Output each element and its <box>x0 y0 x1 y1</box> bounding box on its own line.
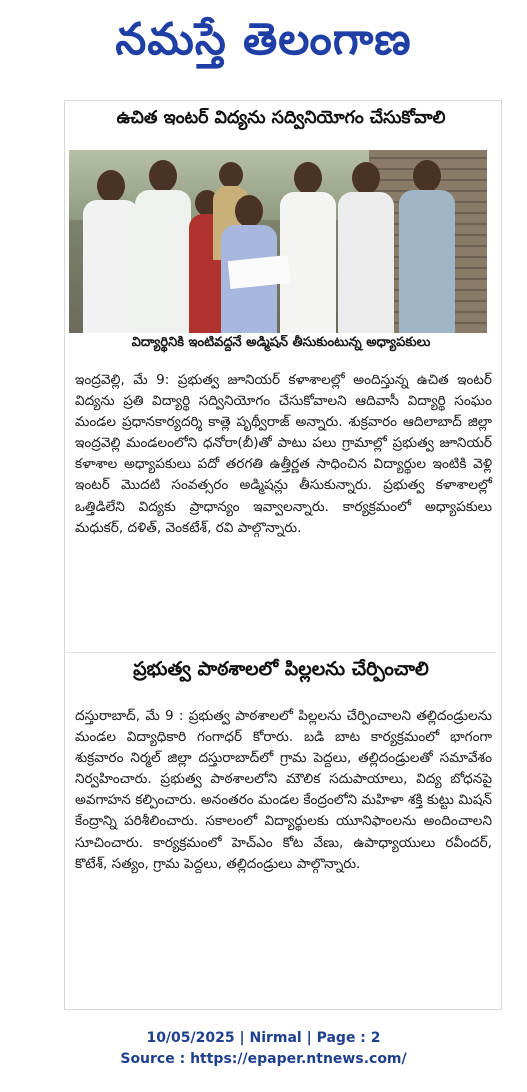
news-photo <box>69 150 487 333</box>
story1-text: ఇంద్రవెల్లి, మే 9: ప్రభుత్వ జూనియర్ కళాశాలల్లో అందిస్తున్న ఉచిత ఇంటర్ విద్యను ప్రతి విద్యార్థి సద్వినియోగం చేసుకోవాలని ఆదివాసీ విద్యార్థి సంఘం మండల ప్రధానకార్యదర్శి కాత్లె పృథ్వీరాజ్ అన్నారు. శుక్రవారం ఆదిలాబాద్ జిల్లా ఇంద్రవెల్లి మండలంలోని ధనోరా(బీ)తో పాటు పలు గ్రామాల్లో ప్రభుత్వ జూనియర్ కళాశాల అధ్యాపకులు పదో తరగతి ఉత్తీర్ణత సాధించిన విద్యార్థుల ఇంటికి వెళ్లి ఇంటర్ మొదటి సంవత్సరం అడ్మిషన్లు తీసుకున్నారు. ప్రభుత్వ కళాశాలల్లో ఒత్తిడిలేని విద్యకు ప్రాధాన్యం ఇవ్వాలన్నారు. కార్యక్రమంలో అధ్యాపకులు మధుకర్, దళిత్, వెంకటేశ్, రవి పాల్గొన్నారు. <box>75 372 492 536</box>
masthead <box>0 0 527 90</box>
story-separator <box>66 652 496 653</box>
photo-caption: విద్యార్థినికి ఇంటివద్దనే అడ్మిషన్ తీసుకుంటున్న అధ్యాపకులు <box>131 335 431 350</box>
story1-body <box>75 370 492 650</box>
newspaper-title: నమస్తే తెలంగాణ <box>115 14 412 65</box>
footer-source: Source : https://epaper.ntnews.com/ <box>120 1051 407 1067</box>
story2-text: దస్తురాబాద్, మే 9 : ప్రభుత్వ పాఠశాలలో పిల్లలను చేర్పించాలని తల్లిదండ్రులను మండల విద్యాధికారి గంగాధర్ కోరారు. బడి బాట కార్యక్రమంలో భాగంగా శుక్రవారం నిర్మల్ జిల్లా దస్తురాబాద్‌లో గ్రామ పెద్దలు, తల్లిదండ్రులతో సమావేశం నిర్వహించారు. ప్రభుత్వ పాఠశాలలోని మౌలిక సదుపాయాలు, విద్య బోధనపై అవగాహన కల్పించారు. అనంతరం మండల కేంద్రంలోని మహిళా శక్తి కుట్టు మిషన్ కేంద్రాన్ని పరిశీలించారు. సకాలంలో విద్యార్థులకు యూనిఫాంలను అందించాలని సూచించారు. కార్యక్రమంలో హెచ్ఎం కోట వేణు, ఉపాధ్యాయులు రవీందర్, కొటేశ్, సత్యం, గ్రామ పెద్దలు, తల్లిదండ్రులు పాల్గొన్నారు. <box>75 708 492 872</box>
story1-headline: ఉచిత ఇంటర్ విద్యను సద్వినియోగం చేసుకోవాలి <box>116 108 446 128</box>
footer-date-edition: 10/05/2025 | Nirmal | Page : 2 <box>146 1030 381 1046</box>
story2-headline: ప్రభుత్వ పాఠశాలలో పిల్లలను చేర్పించాలి <box>133 658 429 680</box>
story2-body <box>75 706 492 1002</box>
